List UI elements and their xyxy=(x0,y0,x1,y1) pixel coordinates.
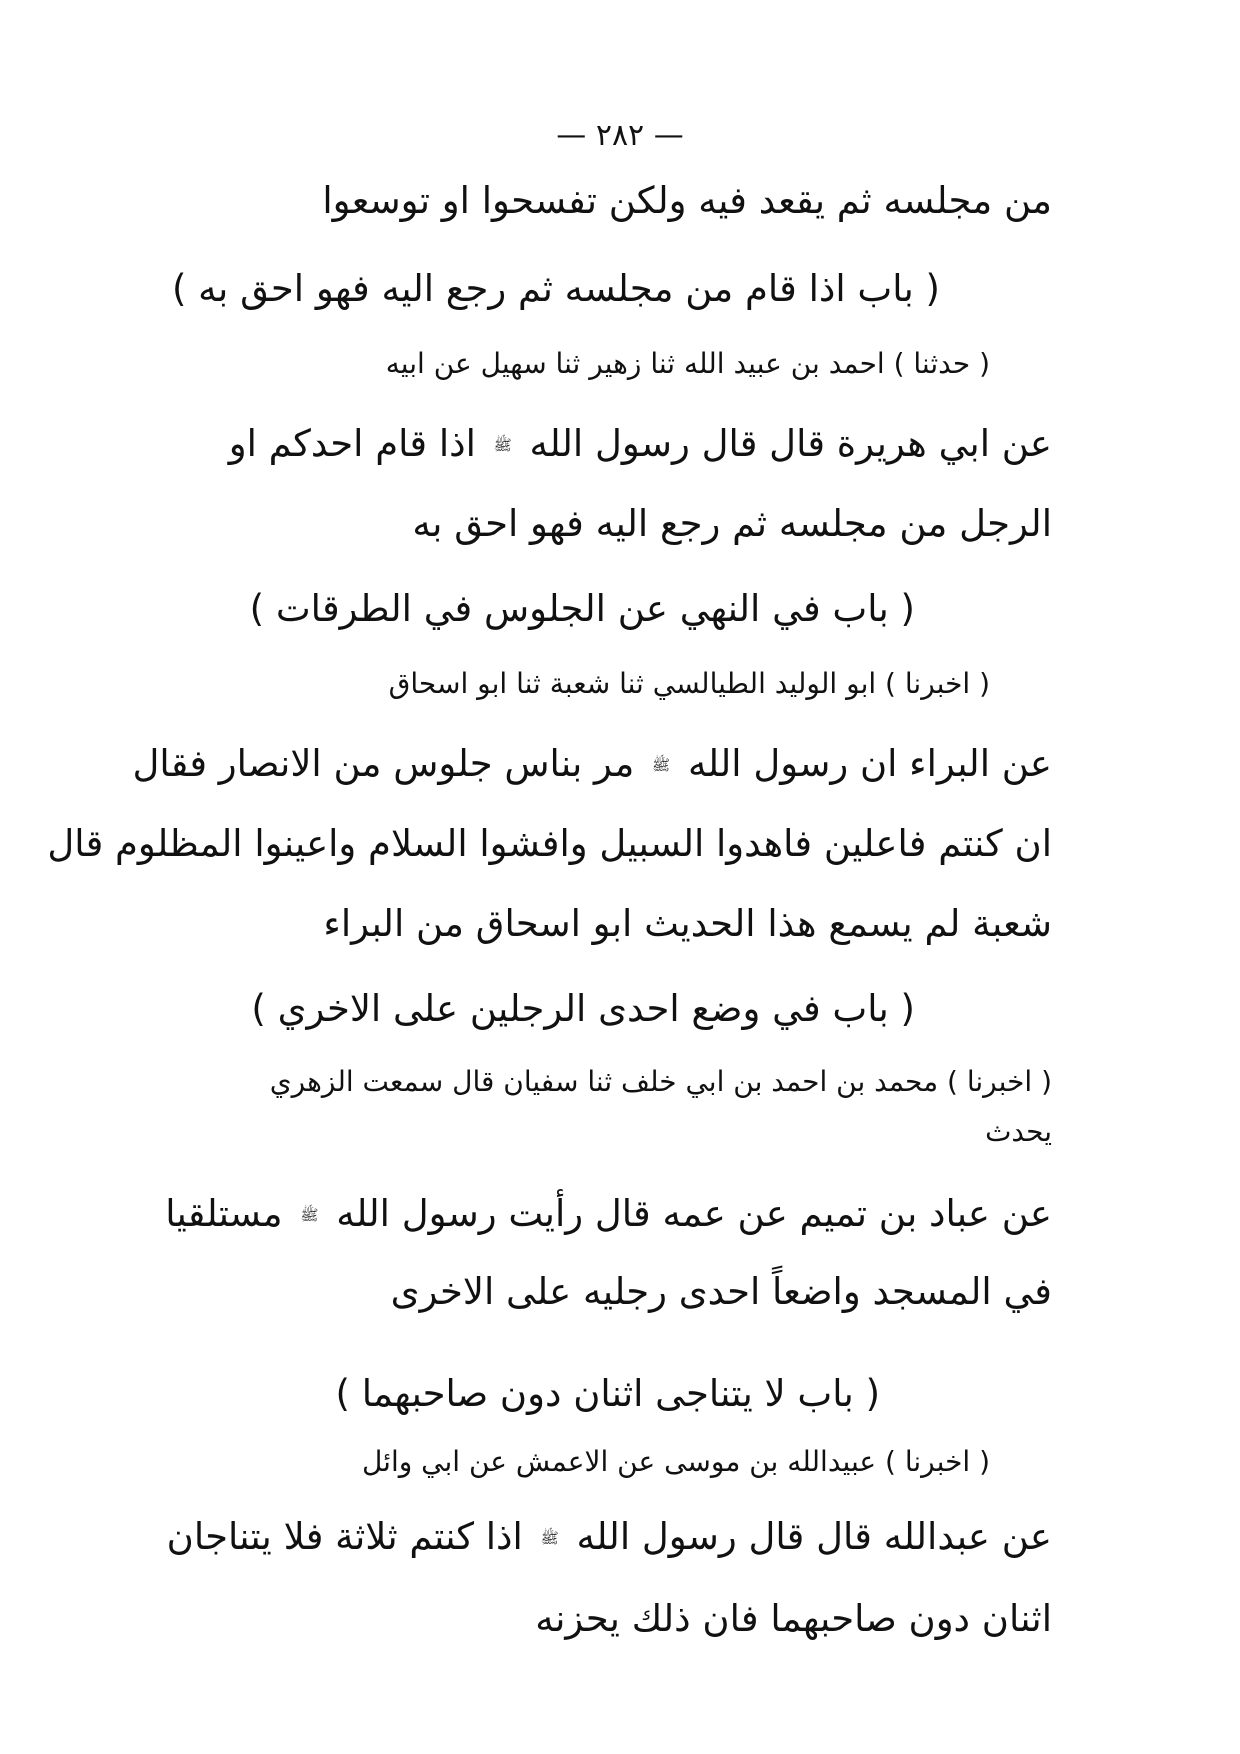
isnad-line: ( اخبرنا ) ابو الوليد الطيالسي ثنا شعبة ثنا ابو اسحاق xyxy=(388,667,990,700)
text-line: شعبة لم يسمع هذا الحديث ابو اسحاق من البراء xyxy=(323,902,1052,945)
chapter-heading: ( باب في النهي عن الجلوس في الطرقات ) xyxy=(249,587,915,630)
chapter-heading: ( باب لا يتناجى اثنان دون صاحبهما ) xyxy=(335,1372,880,1415)
text-segment: عن ابي هريرة قال قال رسول الله xyxy=(529,422,1052,465)
text-segment: اذا قام احدكم او xyxy=(228,422,476,465)
text-line xyxy=(165,1192,1052,1235)
text-segment: عن عباد بن تميم عن عمه قال رأيت رسول الله xyxy=(336,1192,1052,1235)
text-segment: مستلقيا xyxy=(165,1192,283,1235)
page-number: — ٢٨٢ — xyxy=(556,118,684,153)
chapter-heading: ( باب اذا قام من مجلسه ثم رجع اليه فهو احق به ) xyxy=(171,267,940,310)
text-line: في المسجد واضعاً احدى رجليه على الاخرى xyxy=(390,1270,1052,1313)
isnad-line: ( اخبرنا ) عبيدالله بن موسى عن الاعمش عن ابي وائل xyxy=(361,1445,990,1478)
sallallahu-honorific-icon: ﷺ xyxy=(493,436,512,454)
text-line xyxy=(228,422,1052,465)
text-line: الرجل من مجلسه ثم رجع اليه فهو احق به xyxy=(412,502,1052,545)
sallallahu-honorific-icon: ﷺ xyxy=(300,1206,319,1224)
sallallahu-honorific-icon: ﷺ xyxy=(540,1529,559,1547)
isnad-line: ( اخبرنا ) محمد بن احمد بن ابي خلف ثنا سفيان قال سمعت الزهري xyxy=(269,1065,1052,1098)
isnad-line: يحدث xyxy=(985,1115,1052,1148)
isnad-line: ( حدثنا ) احمد بن عبيد الله ثنا زهير ثنا سهيل عن ابيه xyxy=(385,347,990,380)
text-segment: اذا كنتم ثلاثة فلا يتناجان xyxy=(166,1515,523,1558)
text-line xyxy=(166,1515,1052,1558)
text-line: ان كنتم فاعلين فاهدوا السبيل وافشوا السلام واعينوا المظلوم قال xyxy=(47,822,1052,865)
chapter-heading: ( باب في وضع احدى الرجلين على الاخري ) xyxy=(251,987,915,1030)
text-segment: مر بناس جلوس من الانصار فقال xyxy=(132,742,635,785)
text-line xyxy=(132,742,1052,785)
text-line: من مجلسه ثم يقعد فيه ولكن تفسحوا او توسعوا xyxy=(322,179,1052,222)
text-segment: عن البراء ان رسول الله xyxy=(687,742,1052,785)
text-line: اثنان دون صاحبهما فان ذلك يحزنه xyxy=(535,1597,1052,1640)
text-segment: عن عبدالله قال قال رسول الله xyxy=(576,1515,1052,1558)
sallallahu-honorific-icon: ﷺ xyxy=(652,756,671,774)
